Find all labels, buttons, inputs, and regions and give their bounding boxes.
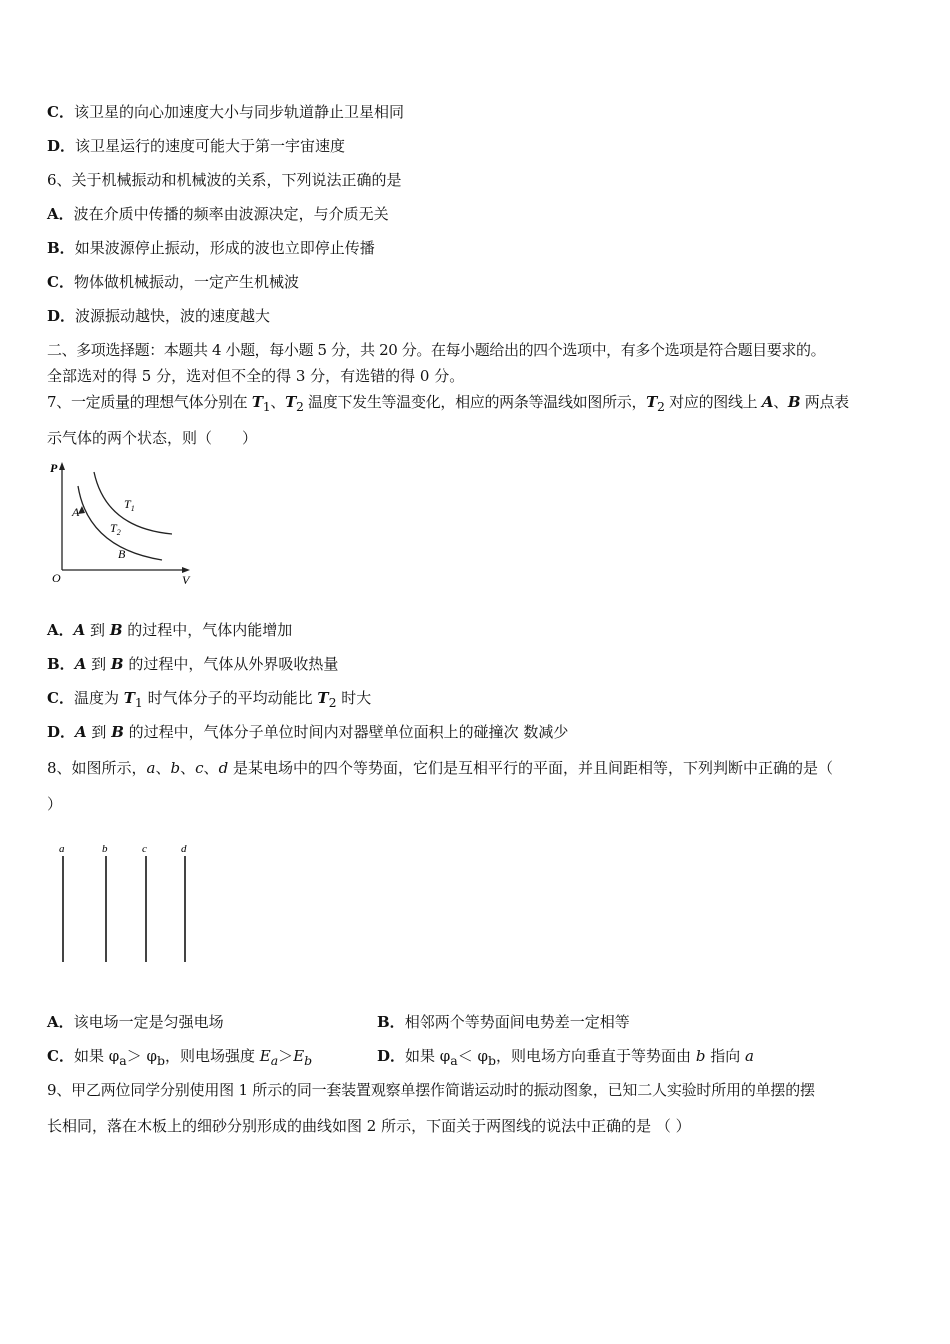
section2-heading-line1: 二、多项选择题：本题共 4 小题，每小题 5 分，共 20 分。在每小题给出的四个选项中，有多个选项是符合题目要求的。 [47,341,826,359]
label-d: d [181,843,187,855]
q6-option-b [47,238,375,258]
option-text: 波在介质中传播的频率由波源决定，与介质无关 [73,205,389,223]
t2-label: $T_2$ [110,521,121,537]
q6-option-c [47,272,299,292]
p-axis-arrow [59,462,65,470]
option-text: 如果波源停止振动，形成的波也立即停止传播 [74,239,375,257]
q7-stem-line2: 示气体的两个状态，则（ ） [47,429,258,447]
q6-stem: 6、关于机械振动和机械波的关系，下列说法正确的是 [47,171,402,189]
t1-label: $T_1$ [124,497,135,513]
point-b-label: B [118,547,126,561]
q6-option-d [47,306,270,326]
equipotential-figure [50,840,200,970]
q8-option-a: A．该电场一定是匀强电场 [47,1013,224,1031]
label-c: c [142,843,147,855]
q9-stem-line2: 长相同，落在木板上的细砂分别形成的曲线如图 2 所示，下面关于两图线的说法中正确的是 （ ） [47,1117,691,1135]
option-text: 波源振动越快，波的速度越大 [75,307,271,325]
option-letter: C． [47,103,74,121]
label-a: a [59,843,65,855]
q9-stem-line1: 9、甲乙两位同学分别使用图 1 所示的同一套装置观察单摆作简谐运动时的振动图象，已知二人实验时所用的单摆的摆 [47,1081,815,1099]
label-b: b [102,843,108,855]
q8-option-d: D．如果 $\varphi_a< \varphi_b$，则电场方向垂直于等势面由 b 指向 a [377,1047,754,1068]
option-letter: D． [47,137,76,155]
q5-option-d [47,136,345,156]
point-a-label: A [72,505,80,519]
q7-option-a: A．A 到 B 的过程中，气体内能增加 [47,621,293,639]
pv-isotherm-figure [46,458,196,588]
option-text: 该卫星的向心加速度大小与同步轨道静止卫星相同 [73,103,404,121]
q8-option-c: C．如果 $\varphi_a> \varphi_b$，则电场强度 $E_a>E_b$ [47,1047,313,1068]
q8-stem-line1: 8、如图所示，a、b、c、d 是某电场中的四个等势面，它们是互相平行的平面，并且间距相等，下列判断中正确的是（ [47,759,833,777]
v-axis-label: V [182,573,190,587]
q7-option-c: C．温度为 $T_1$ 时气体分子的平均动能比 $T_2$ 时大 [47,689,372,710]
p-axis-label: P [50,461,58,475]
option-letter: C． [47,273,74,291]
origin-label: O [52,571,61,585]
option-text: 物体做机械振动，一定产生机械波 [73,273,299,291]
option-letter: D． [47,307,76,325]
q6-option-a [47,204,389,224]
q5-option-c [47,102,404,122]
option-letter: B． [47,239,75,257]
isotherm-t1 [94,472,172,534]
q7-option-d: D．A 到 B 的过程中，气体分子单位时间内对器壁单位面积上的碰撞次 数减少 [47,723,569,741]
q7-stem-line1: 7、一定质量的理想气体分别在 $T_1$、$T_2$ 温度下发生等温变化，相应的两条等温线如图所示，$T_2$ 对应的图线上 A、B 两点表 [47,393,849,414]
q8-stem-line2: ） [47,795,63,813]
q7-option-b: B．A 到 B 的过程中，气体从外界吸收热量 [47,655,339,673]
option-text: 该卫星运行的速度可能大于第一宇宙速度 [75,137,346,155]
option-letter: A． [47,205,74,223]
section2-heading-line2: 全部选对的得 5 分，选对但不全的得 3 分，有选错的得 0 分。 [47,367,465,385]
q8-option-b: B．相邻两个等势面间电势差一定相等 [377,1013,630,1031]
